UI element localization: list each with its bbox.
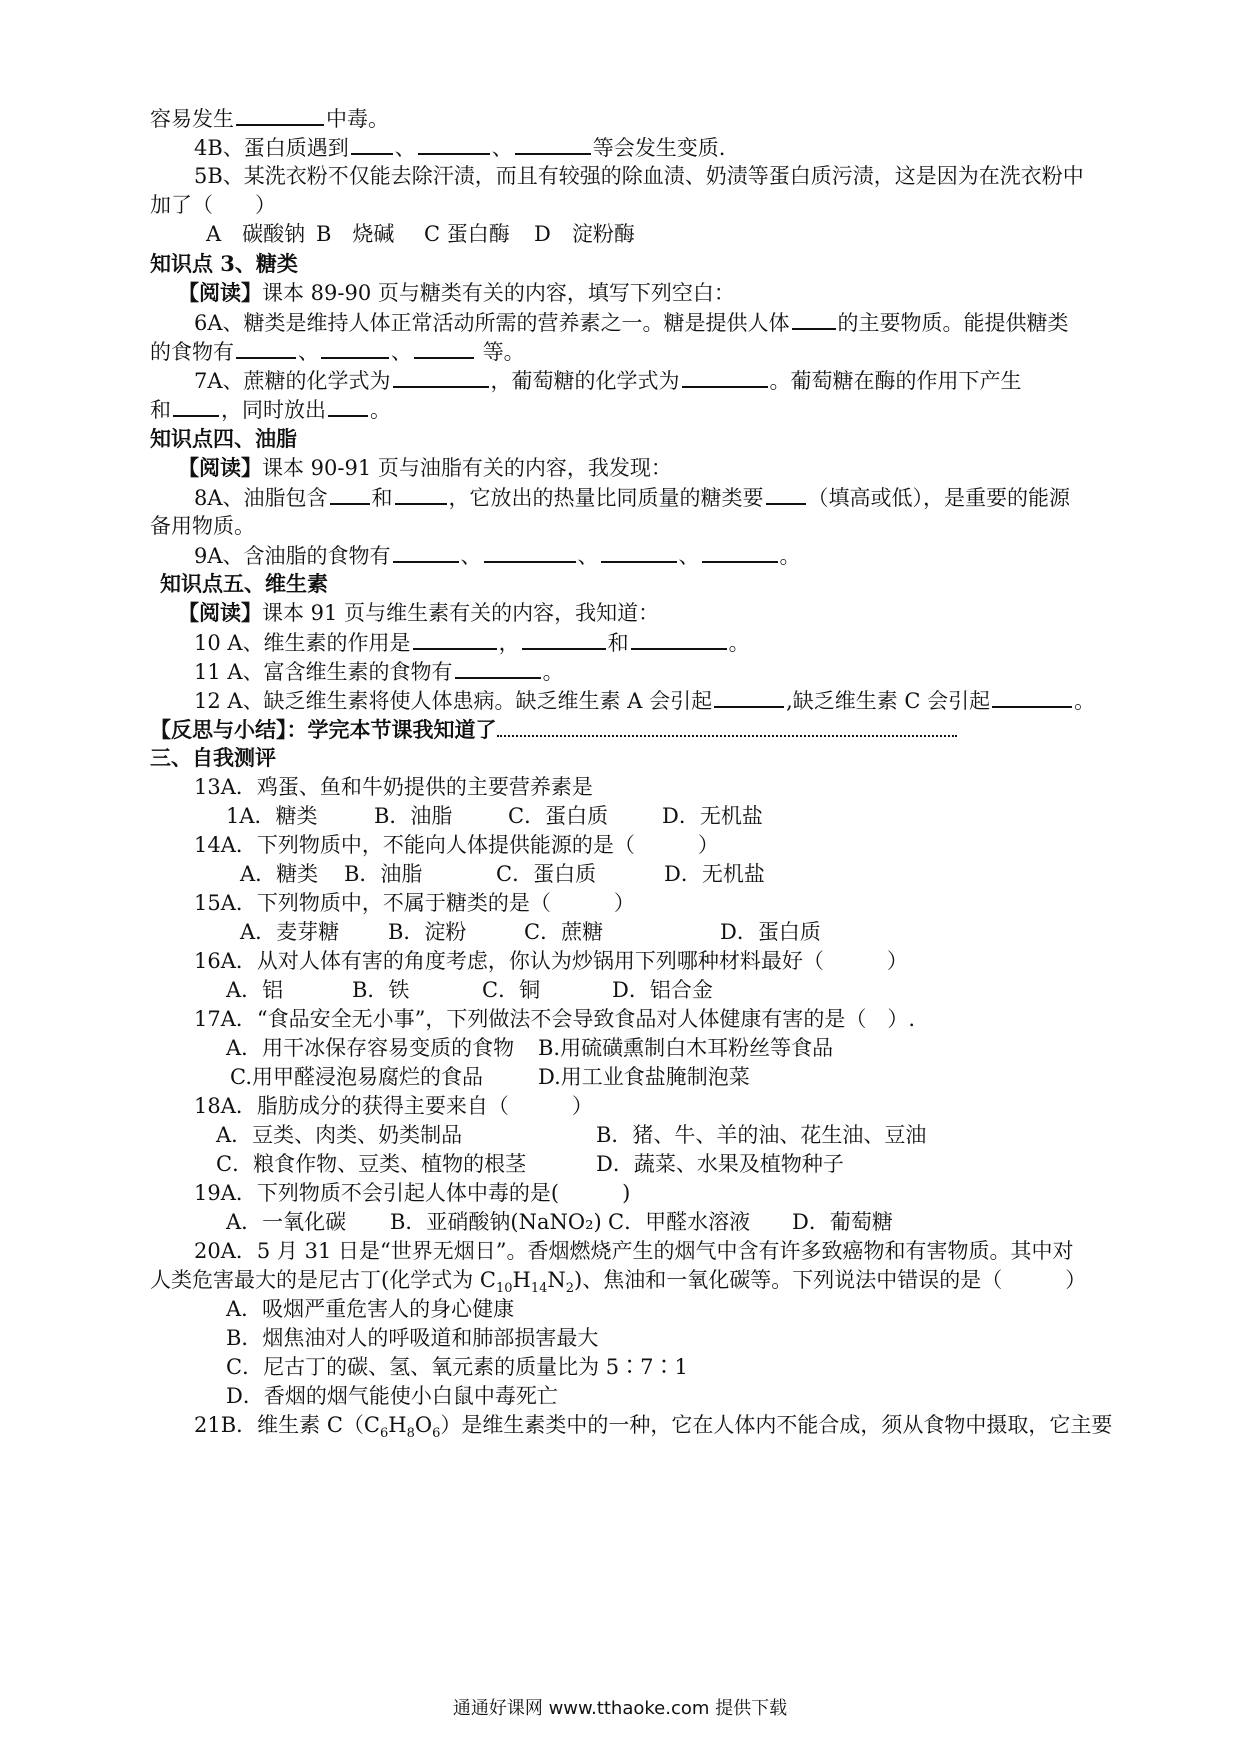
option-b[interactable]: B．淀粉 <box>388 920 467 944</box>
question-18a-options-row2 <box>216 1150 1166 1178</box>
question-5b-stem: 5B、某洗衣粉不仅能去除汗渍，而且有较强的除血渍、奶渍等蛋白质污渍，这是因为在洗衣粉中 <box>194 164 1084 188</box>
answer-blank[interactable] <box>330 483 370 505</box>
answer-blank[interactable] <box>414 337 474 359</box>
option-a[interactable]: A．吸烟严重危害人的身心健康 <box>226 1297 515 1321</box>
answer-blank[interactable] <box>714 686 784 708</box>
option-c[interactable]: C．甲醛水溶液 <box>608 1210 751 1234</box>
answer-blank[interactable] <box>792 308 836 330</box>
question-16a-stem: 16A．从对人体有害的角度考虑，你认为炒锅用下列哪种材料最好（ ） <box>194 949 908 973</box>
question-10a: 10 A、维生素的作用是 ， 和 。 <box>194 628 1144 657</box>
option-c[interactable]: C．粮食作物、豆类、植物的根茎 <box>216 1152 527 1176</box>
option-a[interactable]: 1A．糖类 <box>226 804 318 828</box>
answer-blank[interactable] <box>766 483 806 505</box>
question-4b: 4B、蛋白质遇到 、 、 等会发生变质. <box>194 133 1144 162</box>
question-17a-stem: 17A．“食品安全无小事”，下列做法不会导致食品对人体健康有害的是（ ）. <box>194 1007 916 1031</box>
question-8a-cont: 备用物质。 <box>150 514 255 538</box>
answer-blank[interactable] <box>484 541 576 563</box>
option-c[interactable]: C 蛋白酶 <box>424 222 510 246</box>
question-7a: 7A、蔗糖的化学式为 ，葡萄糖的化学式为 。葡萄糖在酶的作用下产生 <box>194 366 1144 395</box>
question-21b-stem: 21B．维生素 $C(C_6H_8O_6)$是维生素类中的一种，它在人体内不能合成，须从食物中摄取，它主要 <box>194 1413 1113 1442</box>
reading-prompt-carbohydrates: 【阅读】课本 89-90 页与糖类有关的内容，填写下列空白： <box>178 280 735 305</box>
option-c[interactable]: C．铜 <box>482 978 541 1002</box>
option-d[interactable]: D．无机盐 <box>662 804 763 828</box>
option-c[interactable]: C．蔗糖 <box>524 920 604 944</box>
section-heading-carbohydrates: 知识点 3、糖类 <box>150 251 298 276</box>
option-d[interactable]: D．铝合金 <box>612 978 713 1002</box>
option-c[interactable]: C．尼古丁的碳、氢、氧元素的质量比为 5∶7∶1 <box>226 1355 688 1379</box>
section-heading-vitamins: 知识点五、维生素 <box>160 571 328 596</box>
answer-blank[interactable] <box>393 541 459 563</box>
option-b[interactable]: B．亚硝酸钠(NaNO₂) <box>390 1210 602 1234</box>
question-18a-stem: 18A．脂肪成分的获得主要来自（ ） <box>194 1094 593 1118</box>
section-heading-self-assessment: 三、自我测评 <box>150 745 276 770</box>
option-d[interactable]: D．葡萄糖 <box>792 1210 893 1234</box>
question-20a-stem: 20A．5 月 31 日是“世界无烟日”。香烟燃烧产生的烟气中含有许多致癌物和有害物质。其中对 <box>194 1239 1074 1263</box>
question-5b-stem-cont: 加了（ ） <box>150 193 276 217</box>
option-b[interactable]: B．猪、牛、羊的油、花生油、豆油 <box>596 1123 927 1147</box>
option-b[interactable]: B 烧碱 <box>316 222 395 246</box>
poisoning-line: 容易发生 中毒。 <box>150 104 1100 133</box>
option-a[interactable]: A．用干冰保存容易变质的食物 <box>226 1036 515 1060</box>
reading-prompt-fats: 【阅读】课本 90-91 页与油脂有关的内容，我发现： <box>178 455 672 480</box>
answer-blank[interactable] <box>328 395 368 417</box>
answer-blank[interactable] <box>522 628 606 650</box>
option-b[interactable]: B．油脂 <box>374 804 453 828</box>
option-c[interactable]: C.用甲醛浸泡易腐烂的食品 <box>230 1065 483 1089</box>
option-a[interactable]: A．豆类、肉类、奶类制品 <box>216 1123 463 1147</box>
answer-blank[interactable] <box>455 657 541 679</box>
option-b[interactable]: B．烟焦油对人的呼吸道和肺部损害最大 <box>226 1326 599 1350</box>
question-13a-options <box>226 802 1176 830</box>
question-19a-stem: 19A．下列物质不会引起人体中毒的是( ) <box>194 1181 631 1205</box>
question-17a-options-row2 <box>230 1063 1180 1091</box>
section-heading-fats: 知识点四、油脂 <box>150 426 297 451</box>
question-6a: 6A、糖类是维持人体正常活动所需的营养素之一。糖是提供人体 的主要物质。能提供糖类 <box>194 308 1144 337</box>
option-a[interactable]: A 碳酸钠 <box>206 222 306 246</box>
option-b[interactable]: B．铁 <box>352 978 410 1002</box>
question-6a-cont: 的食物有 、 、 等。 <box>150 337 1100 366</box>
option-d[interactable]: D 淀粉酶 <box>534 222 635 246</box>
answer-blank[interactable] <box>395 483 447 505</box>
question-11a: 11 A、富含维生素的食物有 。 <box>194 657 1144 686</box>
option-d[interactable]: D.用工业食盐腌制泡菜 <box>538 1065 750 1089</box>
option-c[interactable]: C．蛋白质 <box>508 804 609 828</box>
option-a[interactable]: A．一氧化碳 <box>226 1210 347 1234</box>
page-footer: 通通好课网 www.tthaoke.com 提供下载 <box>452 1698 788 1719</box>
answer-blank[interactable] <box>601 541 677 563</box>
option-b[interactable]: B.用硫磺熏制白木耳粉丝等食品 <box>538 1036 834 1060</box>
answer-blank[interactable] <box>393 366 489 388</box>
answer-blank[interactable] <box>631 628 727 650</box>
question-15a-stem: 15A．下列物质中，不属于糖类的是（ ） <box>194 891 635 915</box>
option-a[interactable]: A．麦芽糖 <box>240 920 340 944</box>
option-d[interactable]: D．香烟的烟气能使小白鼠中毒死亡 <box>226 1384 558 1408</box>
reading-prompt-vitamins: 【阅读】课本 91 页与维生素有关的内容，我知道： <box>178 600 660 625</box>
question-5b-options <box>206 220 1156 248</box>
answer-blank[interactable] <box>236 337 296 359</box>
question-17a-options-row1 <box>226 1034 1176 1062</box>
question-16a-options <box>226 976 1176 1004</box>
option-d[interactable]: D．蔬菜、水果及植物种子 <box>596 1152 844 1176</box>
answer-blank[interactable] <box>992 686 1072 708</box>
option-a[interactable]: A．铝 <box>226 978 284 1002</box>
question-20a-stem-cont: 人类危害最大的是尼古丁(化学式为 $C_{10}H_{14}N_2$)、焦油和一氧化碳等。下列说法中错误的是（ ） <box>150 1268 1087 1297</box>
question-12a: 12 A、缺乏维生素将使人体患病。缺乏维生素 A 会引起 ,缺乏维生素 C 会引起 。 <box>194 686 1144 715</box>
question-8a: 8A、油脂包含 和 ，它放出的热量比同质量的糖类要 （填高或低），是重要的能源 <box>194 483 1144 512</box>
option-d[interactable]: D．蛋白质 <box>720 920 821 944</box>
question-14a-stem: 14A．下列物质中，不能向人体提供能源的是（ ） <box>194 833 719 857</box>
option-b[interactable]: B．油脂 <box>344 862 423 886</box>
option-a[interactable]: A．糖类 <box>240 862 319 886</box>
answer-blank[interactable] <box>173 395 219 417</box>
question-7a-cont: 和 ，同时放出 。 <box>150 395 1100 424</box>
answer-blank[interactable] <box>418 133 490 155</box>
option-d[interactable]: D．无机盐 <box>664 862 765 886</box>
question-19a-options <box>226 1208 1176 1236</box>
answer-blank[interactable] <box>515 133 591 155</box>
answer-blank[interactable] <box>321 337 389 359</box>
answer-blank[interactable] <box>351 133 393 155</box>
question-15a-options <box>240 918 1190 946</box>
option-c[interactable]: C．蛋白质 <box>496 862 597 886</box>
reflection-summary: 【反思与小结】：学完本节课我知道了 <box>150 715 1100 744</box>
reflection-answer-line[interactable] <box>497 715 957 737</box>
answer-blank[interactable] <box>682 366 768 388</box>
answer-blank[interactable] <box>236 104 324 126</box>
question-14a-options <box>240 860 1190 888</box>
question-13a-stem: 13A．鸡蛋、鱼和牛奶提供的主要营养素是 <box>194 775 593 799</box>
answer-blank[interactable] <box>413 628 497 650</box>
question-9a: 9A、含油脂的食物有 、 、 、 。 <box>194 541 1144 570</box>
answer-blank[interactable] <box>702 541 778 563</box>
question-18a-options-row1 <box>216 1121 1166 1149</box>
